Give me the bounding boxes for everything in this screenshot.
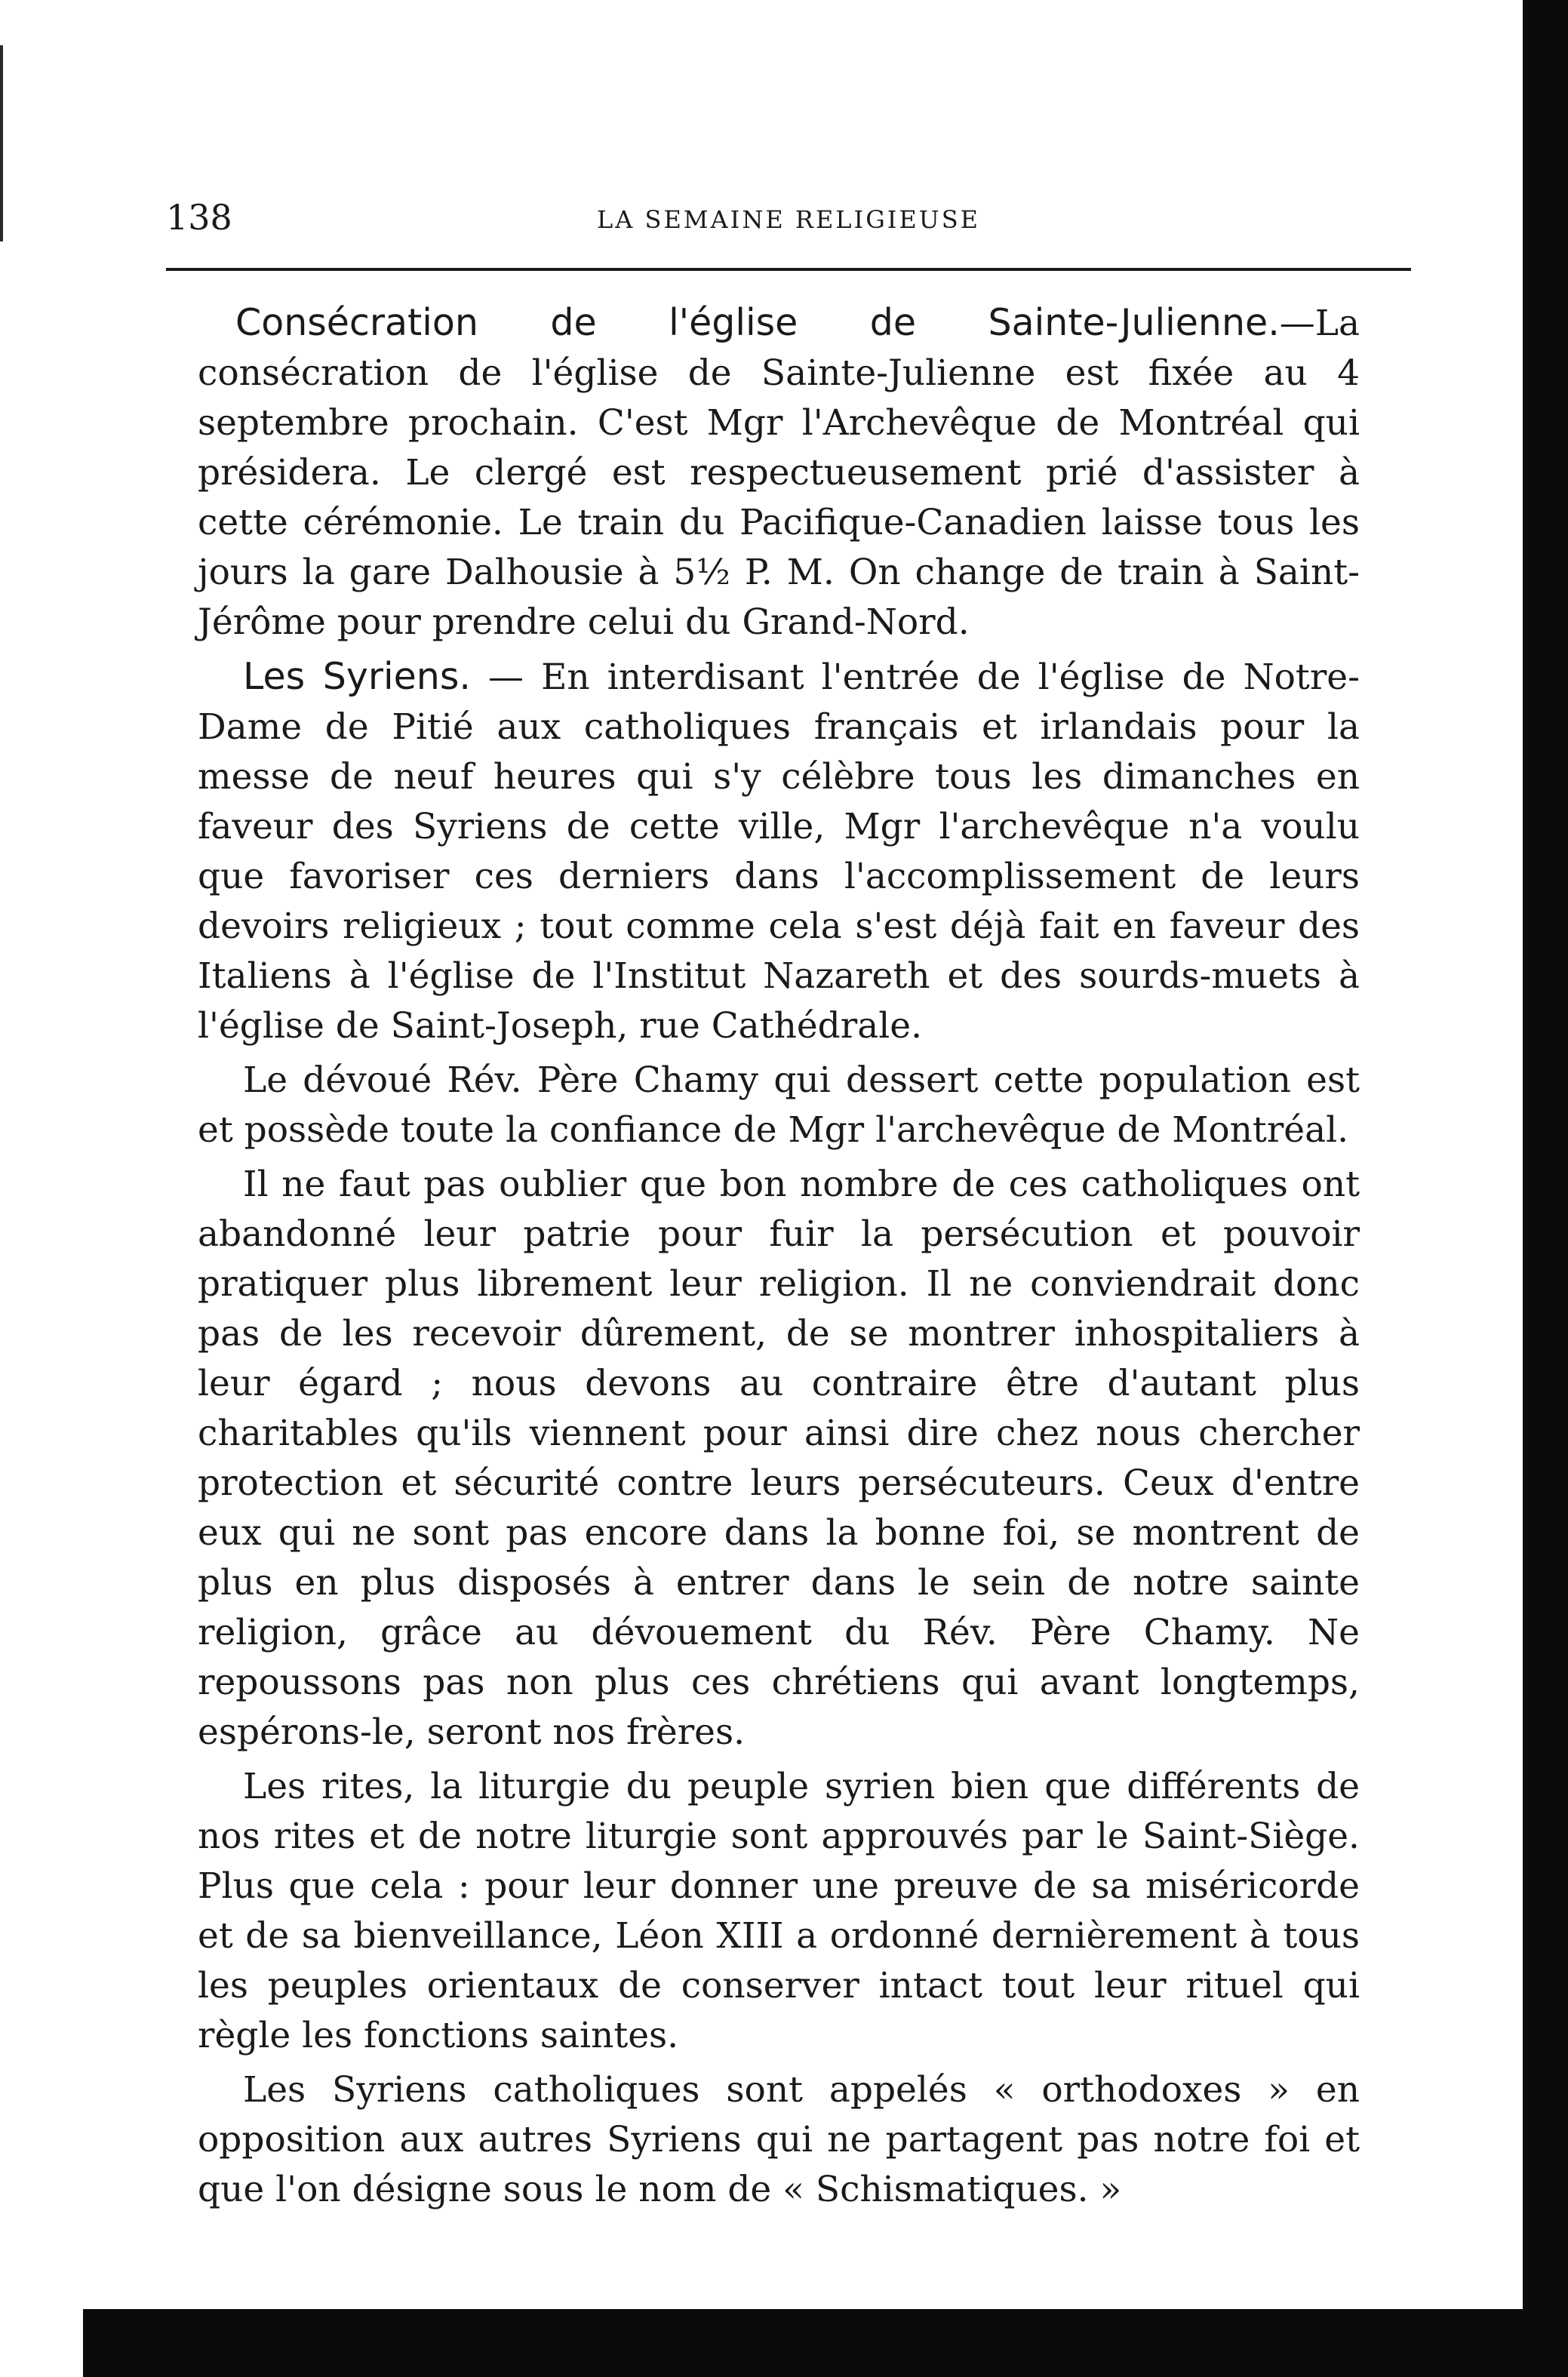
scan-edge-left [0, 45, 3, 241]
paragraph-text: Les rites, la liturgie du peuple syrien bien que différents de nos rites et de notre liturgie sont approuvés par le Saint-Siège. Plus que cela : pour leur donner une preuve de sa miséricorde et de sa bienveillance, Léon XIII a ordonné dernièrement à tous les peuples orientaux de conserver intact tout leur rituel qui règle les fonctions saintes. [198, 1766, 1360, 2056]
page-header [166, 195, 1411, 248]
section-title-consecration: Consécration de l'église de Sainte-Julienne. [235, 301, 1280, 344]
page-number: 138 [166, 197, 232, 238]
section-title-syriens: Les Syriens. [243, 655, 471, 698]
paragraph-orthodoxes [198, 2065, 1360, 2215]
paragraph-syriens [198, 652, 1360, 1051]
scan-edge-bottom [83, 2309, 1568, 2377]
paragraph-text: Les Syriens catholiques sont appelés « orthodoxes » en opposition aux autres Syriens qui ne partagent pas notre foi et que l'on désigne sous le nom de « Schismatiques. » [198, 2069, 1360, 2210]
paragraph-text: Le dévoué Rév. Père Chamy qui dessert cette population est et possède toute la confiance de Mgr l'archevêque de Montréal. [198, 1059, 1360, 1151]
running-head: LA SEMAINE RELIGIEUSE [596, 205, 980, 234]
header-rule [166, 268, 1411, 271]
paragraph-consecration [198, 298, 1360, 647]
scan-edge-right [1523, 0, 1568, 2377]
paragraph-persecution [198, 1160, 1360, 1757]
article-body [198, 298, 1360, 2219]
paragraph-text: — En interdisant l'entrée de l'église de Notre-Dame de Pitié aux catholiques français et irlandais pour la messe de neuf heures qui s'y célèbre tous les dimanches en faveur des Syriens de cette ville, Mgr l'archevêque n'a voulu que favoriser ces derniers dans l'accomplissement de leurs devoirs religieux ; tout comme cela s'est déjà fait en faveur des Italiens à l'église de l'Institut Nazareth et des sourds-muets à l'église de Saint-Joseph, rue Cathédrale. [198, 657, 1360, 1047]
paragraph-text: —La consécration de l'église de Sainte-Julienne est fixée au 4 septembre prochain. C'est Mgr l'Archevêque de Montréal qui présidera. Le clergé est respectueusement prié d'assister à cette cérémonie. Le train du Pacifique-Canadien laisse tous les jours la gare Dalhousie à 5½ P. M. On change de train à Saint-Jérôme pour prendre celui du Grand-Nord. [198, 303, 1360, 643]
paragraph-rites [198, 1762, 1360, 2061]
paragraph-text: Il ne faut pas oublier que bon nombre de ces catholiques ont abandonné leur patrie pour fuir la persécution et pouvoir pratiquer plus librement leur religion. Il ne conviendrait donc pas de les recevoir dûrement, de se montrer inhospitaliers à leur égard ; nous devons au contraire être d'autant plus charitables qu'ils viennent pour ainsi dire chez nous chercher protection et sécurité contre leurs persécuteurs. Ceux d'entre eux qui ne sont pas encore dans la bonne foi, se montrent de plus en plus disposés à entrer dans le sein de notre sainte religion, grâce au dévouement du Rév. Père Chamy. Ne repoussons pas non plus ces chrétiens qui avant longtemps, espérons-le, seront nos frères. [198, 1164, 1360, 1753]
paragraph-pere-chamy [198, 1056, 1360, 1155]
